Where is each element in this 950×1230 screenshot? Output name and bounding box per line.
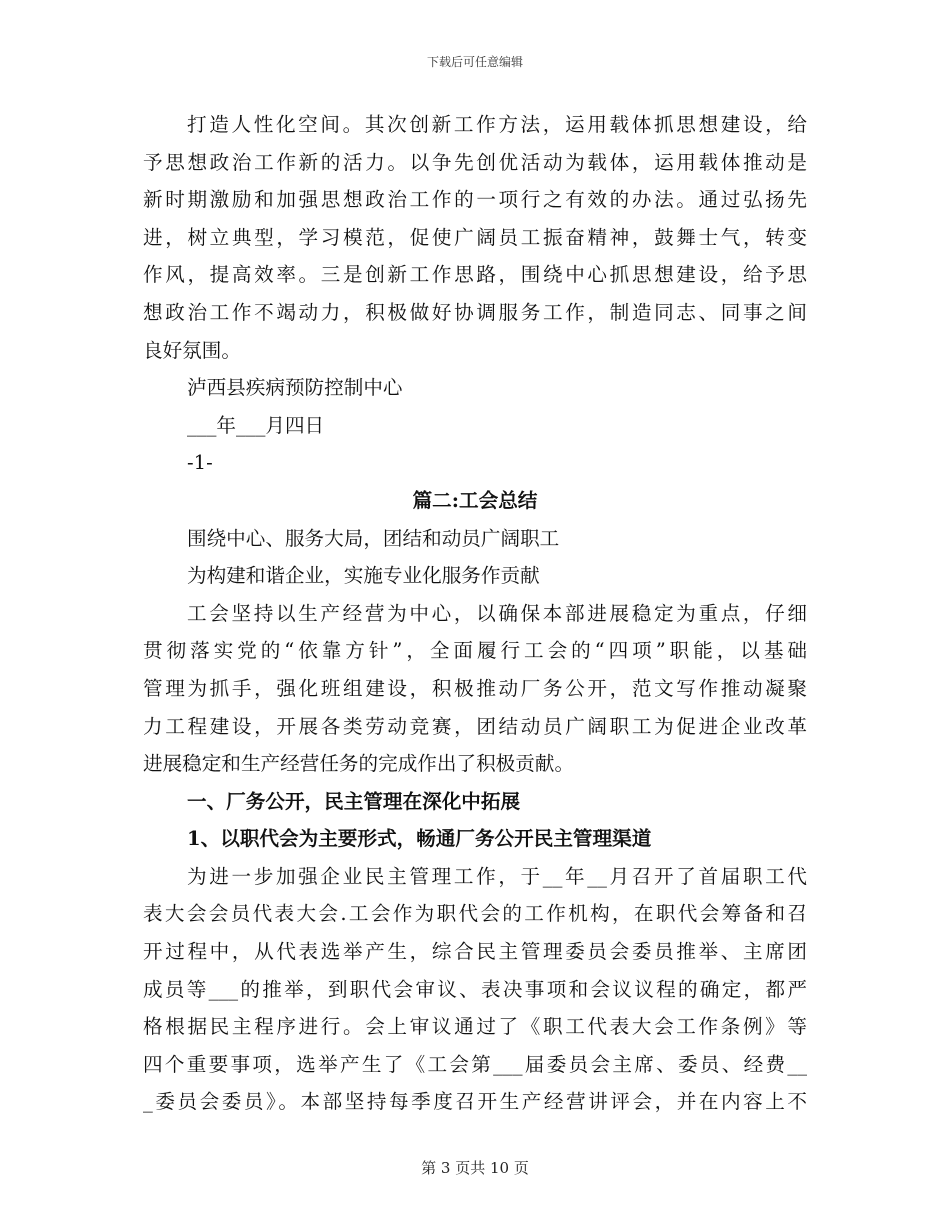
body-line: 为进一步加强企业民主管理工作，于__年__月召开了首届职工代 bbox=[187, 864, 807, 888]
body-line: 良好氛围。 bbox=[143, 338, 241, 362]
date-line: ___年___月四日 bbox=[187, 413, 325, 437]
page-footer: 第 3 页共 10 页 bbox=[421, 1159, 529, 1177]
body-line: 打造人性化空间。其次创新工作方法，运用载体抓思想建设，给 bbox=[187, 113, 807, 136]
body-line: 开过程中，从代表选举产生，综合民主管理委员会委员推举、主席团 bbox=[143, 940, 807, 964]
organization-name: 泸西县疾病预防控制中心 bbox=[187, 376, 403, 400]
body-line: 管理为抓手，强化班组建设，积极推动厂务公开，范文写作推动凝聚 bbox=[143, 676, 807, 700]
body-line: 想政治工作不竭动力，积极做好协调服务工作，制造同志、同事之间 bbox=[143, 300, 807, 324]
body-line: 格根据民主程序进行。会上审议通过了《职工代表大会工作条例》等 bbox=[143, 1015, 807, 1039]
heading-level-1: 一、厂务公开，民主管理在深化中拓展 bbox=[187, 789, 521, 813]
body-line: 表大会会员代表大会.工会作为职代会的工作机构，在职代会筹备和召 bbox=[143, 902, 807, 926]
body-line: 予思想政治工作新的活力。以争先创优活动为载体，运用载体推动是 bbox=[143, 150, 807, 174]
body-line: 成员等___的推举，到职代会审议、表决事项和会议议程的确定，都严 bbox=[143, 977, 807, 1001]
document-body bbox=[143, 106, 807, 1121]
body-line: 力工程建设，开展各类劳动竞赛，团结动员广阔职工为促进企业改革 bbox=[143, 714, 807, 738]
body-line: 进展稳定和生产经营任务的完成作出了积极贡献。 bbox=[143, 752, 575, 776]
body-line: 贯彻落实党的“依靠方针”，全面履行工会的“四项”职能，以基础 bbox=[143, 639, 807, 663]
body-line: _委员会委员》。本部坚持每季度召开生产经营讲评会，并在内容上不 bbox=[143, 1090, 807, 1114]
body-line: 四个重要事项，选举产生了《工会第___届委员会主席、委员、经费__ bbox=[143, 1052, 807, 1076]
page-header: 下载后可任意编辑 bbox=[426, 55, 523, 69]
subtitle-line: 围绕中心、服务大局，团结和动员广阔职工 bbox=[187, 526, 560, 550]
page-marker: -1- bbox=[187, 451, 213, 475]
body-line: 工会坚持以生产经营为中心，以确保本部进展稳定为重点，仔细 bbox=[187, 601, 807, 625]
heading-level-2: 1、以职代会为主要形式，畅通厂务公开民主管理渠道 bbox=[187, 827, 652, 851]
body-line: 新时期激励和加强思想政治工作的一项行之有效的办法。通过弘扬先 bbox=[143, 188, 807, 212]
body-line: 进，树立典型，学习模范，促使广阔员工振奋精神，鼓舞士气，转变 bbox=[143, 225, 807, 249]
subtitle-line: 为构建和谐企业，实施专业化服务作贡献 bbox=[187, 564, 540, 588]
section-title: 篇二:工会总结 bbox=[412, 488, 538, 512]
body-line: 作风，提高效率。三是创新工作思路，围绕中心抓思想建设，给予思 bbox=[143, 263, 807, 287]
